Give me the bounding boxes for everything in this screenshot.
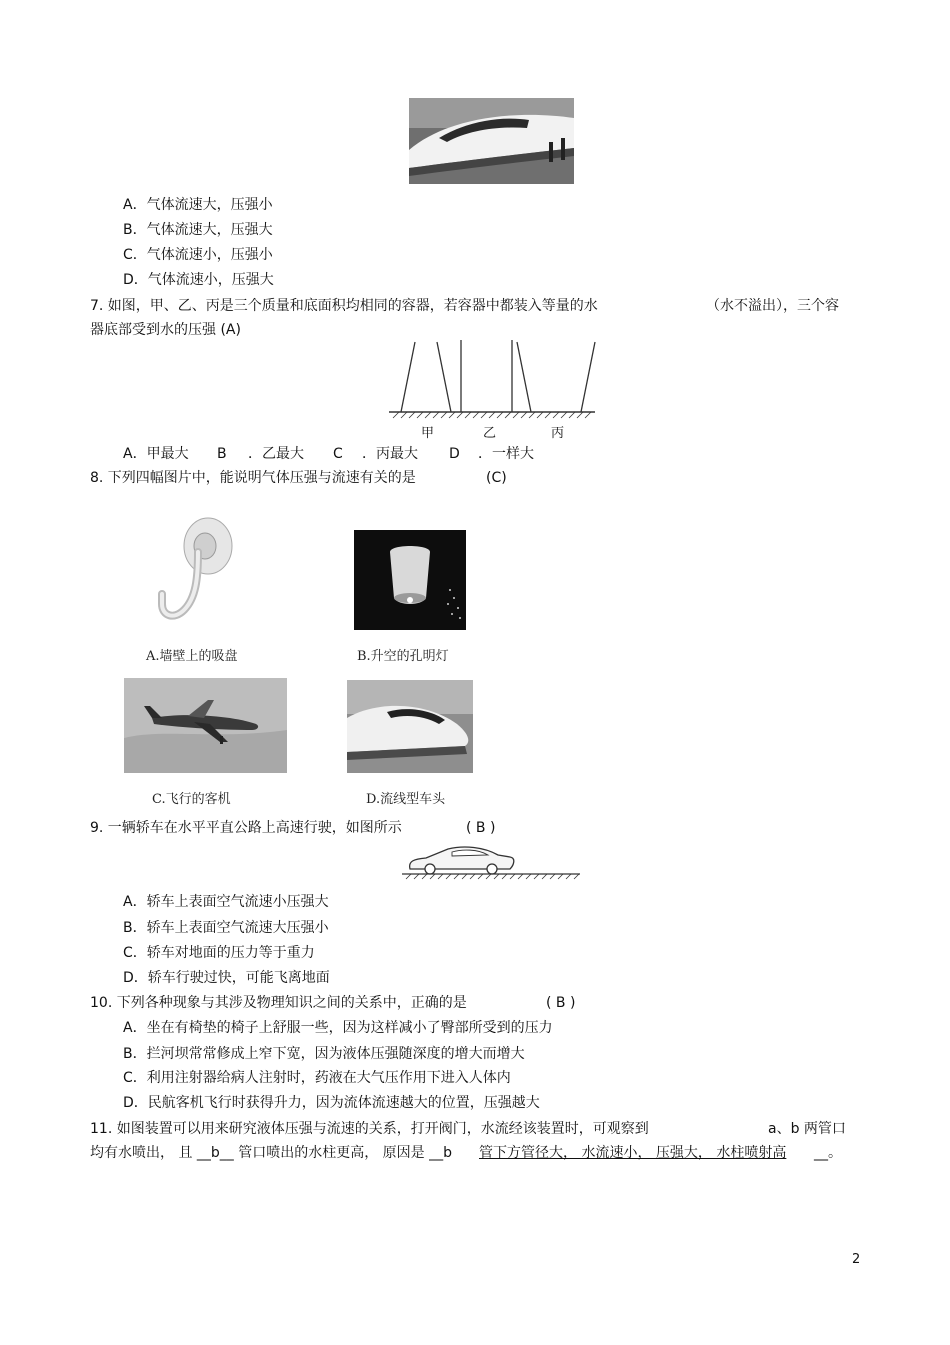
caption-b: B.升空的孔明灯 [357,649,449,664]
q10-stem: 10. 下列各种现象与其涉及物理知识之间的关系中，正确的是 [90,995,467,1011]
q8-stem: 8. 下列四幅图片中，能说明气体压强与流速有关的是 [90,470,416,486]
q11-answer-reason: 管下方管径大， 水流速小， 压强大， 水柱喷射高 [479,1145,787,1161]
sky-lantern-image [354,530,466,630]
q10-option-c: C．利用注射器给病人注射时，药液在大气压作用下进入人体内 [123,1070,511,1086]
q7-stem-part2: （水不溢出），三个容 [706,298,839,314]
q10-answer: ( B ) [546,995,576,1011]
label-jia: 甲 [421,426,435,441]
containers-diagram [385,338,600,440]
q7-option-c: ．丙最大 [362,446,418,462]
q7-option-d: ．一样大 [478,446,534,462]
q9-option-a: A．轿车上表面空气流速小压强大 [123,894,329,910]
page-number: 2 [852,1252,861,1267]
q10-option-a: A．坐在有椅垫的椅子上舒服一些，因为这样减小了臀部所受到的压力 [123,1020,553,1036]
train-photo [409,98,574,184]
q9-option-c: C．轿车对地面的压力等于重力 [123,945,315,961]
train-head-image [347,680,473,773]
q7-option-b: ．乙最大 [248,446,304,462]
q11-stem-part2: a、b 两管口 [768,1121,846,1137]
q7-option-a: A．甲最大 [123,446,189,462]
q6-option-c: C．气体流速小，压强小 [123,247,273,263]
q11-line2-end: __。 [814,1145,842,1161]
airplane-image [124,678,287,773]
q10-option-d: D．民航客机飞行时获得升力，因为流体流速越大的位置，压强越大 [123,1095,540,1111]
q11-stem-part1: 11. 如图装置可以用来研究液体压强与流速的关系，打开阀门，水流经该装置时，可观察到 [90,1121,649,1137]
q9-option-b: B．轿车上表面空气流速大压强小 [123,920,329,936]
q7-stem-line2: 器底部受到水的压强 (A) [90,322,241,338]
label-bing: 丙 [551,426,565,441]
q8-answer: (C) [486,470,507,486]
sedan-diagram [402,843,582,881]
q7-stem-part1: 7. 如图，甲、乙、丙是三个质量和底面积均相同的容器，若容器中都装入等量的水 [90,298,598,314]
q7-option-d-letter: D [449,446,460,462]
caption-c: C.飞行的客机 [152,792,231,807]
q10-option-b: B．拦河坝常常修成上窄下宽，因为液体压强随深度的增大而增大 [123,1046,525,1062]
caption-d: D.流线型车头 [366,792,446,807]
q7-option-c-letter: C [333,446,343,462]
q11-line2-part1: 均有水喷出， 且 __b__ 管口喷出的水柱更高， 原因是 __b [90,1145,453,1161]
label-yi: 乙 [483,426,497,441]
suction-hook-image [150,508,240,628]
q9-option-d: D．轿车行驶过快，可能飞离地面 [123,970,330,986]
caption-a: A.墙壁上的吸盘 [146,649,238,664]
q6-option-a: A．气体流速大，压强小 [123,197,273,213]
q6-option-d: D．气体流速小，压强大 [123,272,274,288]
q9-answer: ( B ) [466,820,496,836]
q7-option-b-letter: B [217,446,227,462]
q6-option-b: B．气体流速大，压强大 [123,222,273,238]
q9-stem: 9. 一辆轿车在水平平直公路上高速行驶，如图所示 [90,820,402,836]
